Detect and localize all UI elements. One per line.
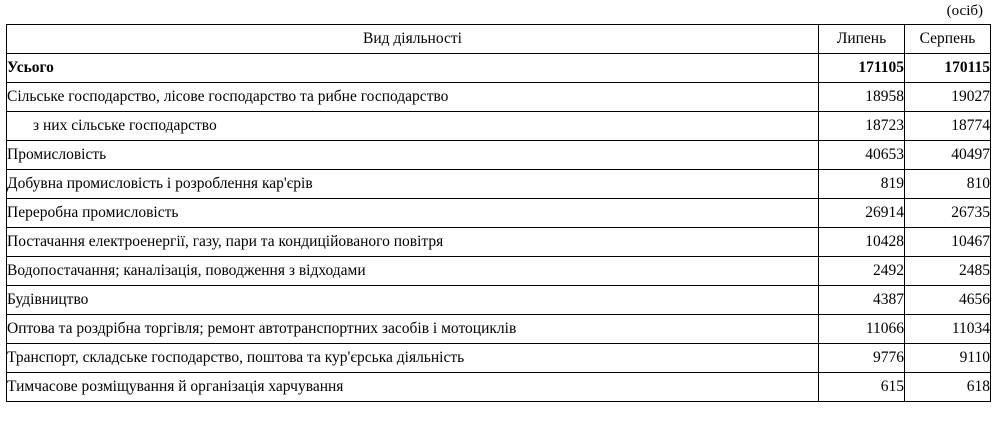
value-july: 18958 xyxy=(819,83,905,112)
employment-by-activity-table xyxy=(6,24,991,402)
activity-label: Добувна промисловість і розроблення кар'єрів xyxy=(7,170,819,199)
unit-of-measure-note: (осіб) xyxy=(946,3,983,19)
value-july: 4387 xyxy=(819,286,905,315)
table-row xyxy=(7,315,991,344)
value-august: 19027 xyxy=(905,83,991,112)
table-row xyxy=(7,257,991,286)
value-july: 40653 xyxy=(819,141,905,170)
table-row xyxy=(7,83,991,112)
value-july: 171105 xyxy=(819,54,905,83)
value-august: 11034 xyxy=(905,315,991,344)
activity-label: Постачання електроенергії, газу, пари та кондиційованого повітря xyxy=(7,228,819,257)
activity-label: Переробна промисловість xyxy=(7,199,819,228)
column-header-activity: Вид діяльності xyxy=(7,25,819,54)
value-july: 18723 xyxy=(819,112,905,141)
table-row xyxy=(7,54,991,83)
value-july: 819 xyxy=(819,170,905,199)
activity-label: з них сільське господарство xyxy=(7,112,819,141)
table-row xyxy=(7,373,991,402)
table-row xyxy=(7,170,991,199)
activity-label: Промисловість xyxy=(7,141,819,170)
activity-label: Оптова та роздрібна торгівля; ремонт автотранспортних засобів і мотоциклів xyxy=(7,315,819,344)
table-row xyxy=(7,228,991,257)
value-august: 2485 xyxy=(905,257,991,286)
value-july: 11066 xyxy=(819,315,905,344)
column-header-july: Липень xyxy=(819,25,905,54)
value-august: 9110 xyxy=(905,344,991,373)
value-august: 4656 xyxy=(905,286,991,315)
value-august: 18774 xyxy=(905,112,991,141)
activity-label: Усього xyxy=(7,54,819,83)
table-row xyxy=(7,112,991,141)
table-row xyxy=(7,286,991,315)
table-header xyxy=(7,25,991,54)
table-header-row xyxy=(7,25,991,54)
activity-label: Тимчасове розміщування й організація харчування xyxy=(7,373,819,402)
value-august: 170115 xyxy=(905,54,991,83)
value-august: 26735 xyxy=(905,199,991,228)
value-august: 10467 xyxy=(905,228,991,257)
activity-label: Водопостачання; каналізація, поводження з відходами xyxy=(7,257,819,286)
activity-label: Транспорт, складське господарство, поштова та кур'єрська діяльність xyxy=(7,344,819,373)
value-july: 26914 xyxy=(819,199,905,228)
activity-label: Сільське господарство, лісове господарство та рибне господарство xyxy=(7,83,819,112)
activity-label: Будівництво xyxy=(7,286,819,315)
table-row xyxy=(7,199,991,228)
value-july: 9776 xyxy=(819,344,905,373)
value-august: 810 xyxy=(905,170,991,199)
value-august: 618 xyxy=(905,373,991,402)
column-header-august: Серпень xyxy=(905,25,991,54)
value-july: 10428 xyxy=(819,228,905,257)
value-july: 615 xyxy=(819,373,905,402)
value-july: 2492 xyxy=(819,257,905,286)
value-august: 40497 xyxy=(905,141,991,170)
table-body xyxy=(7,54,991,402)
table-row xyxy=(7,344,991,373)
table-row xyxy=(7,141,991,170)
